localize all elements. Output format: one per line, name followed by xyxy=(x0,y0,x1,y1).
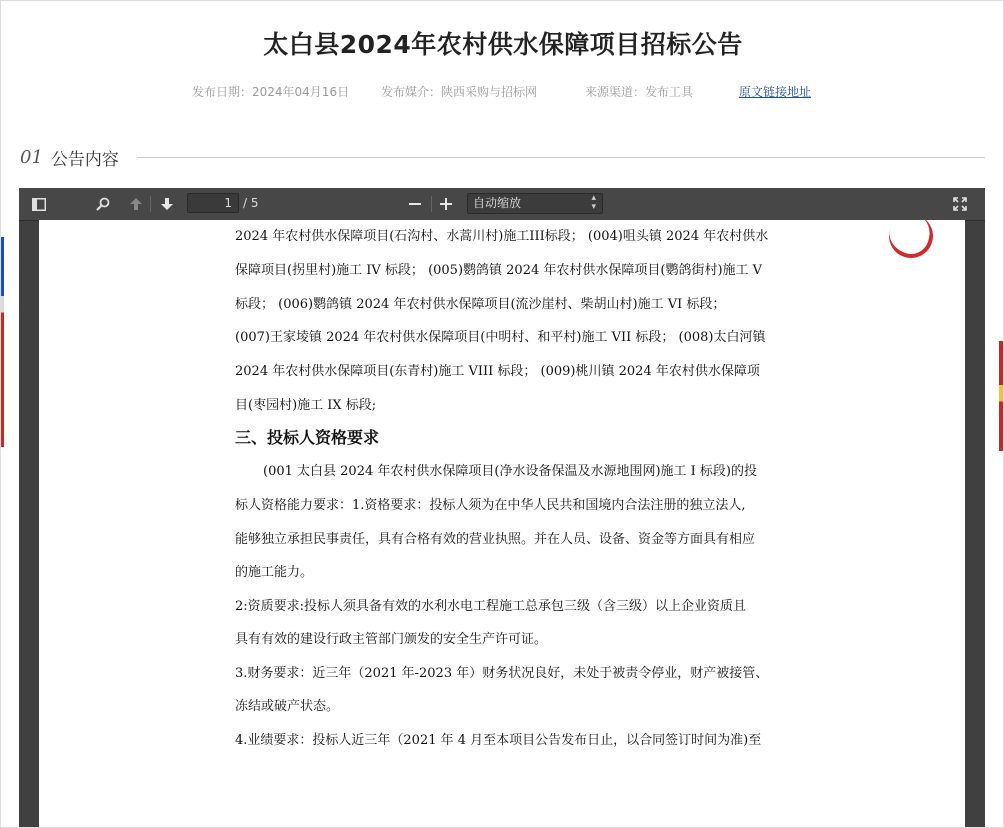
section-number: 01 xyxy=(20,146,43,168)
pdf-text-line: (001 太白县 2024 年农村供水保障项目(净水设备保温及水源地围网)施工 I 标段)的投 xyxy=(263,464,757,479)
pdf-text-line: 冻结或破产状态。 xyxy=(235,699,340,714)
select-arrows-icon: ▴ ▾ xyxy=(591,193,596,212)
section-divider xyxy=(137,157,985,158)
page-count: / 5 xyxy=(243,196,259,210)
minus-icon[interactable] xyxy=(404,193,426,215)
toolbar-separator xyxy=(150,196,151,212)
pdf-text-line: 保障项目(拐里村)施工 IV 标段； (005)鹦鸽镇 2024 年农村供水保障项目(鹦鸽街村)施工 V xyxy=(235,263,763,278)
left-edge-sliver xyxy=(1,237,4,447)
pdf-text-line: 2024 年农村供水保障项目(石沟村、水蒿川村)施工III标段； (004)咀头镇 2024 年农村供水 xyxy=(235,229,769,244)
zoom-label: 自动缩放 xyxy=(473,196,522,210)
page-number-input[interactable]: 1 xyxy=(187,193,239,213)
pdf-text-line: 4.业绩要求：投标人近三年（2021 年 4 月至本项目公告发布日止，以合同签订时间为准)至 xyxy=(235,733,762,748)
arrow-up-icon[interactable] xyxy=(125,193,147,215)
original-link[interactable]: 原文链接地址 xyxy=(739,85,812,99)
pdf-section-heading: 三、投标人资格要求 xyxy=(235,428,380,447)
toolbar-separator xyxy=(431,196,432,212)
section-header xyxy=(20,145,985,169)
pdf-text-line: 的施工能力。 xyxy=(235,565,314,580)
pdf-text-line: 2024 年农村供水保障项目(东青村)施工 VIII 标段； (009)桃川镇 2024 年农村供水保障项 xyxy=(235,364,760,379)
zoom-select[interactable] xyxy=(467,193,603,214)
pdf-text-line: 标人资格能力要求：1.资格要求：投标人须为在中华人民共和国境内合法注册的独立法人, xyxy=(235,498,746,513)
publish-date: 发布日期：2024年04月16日 xyxy=(192,85,350,99)
pdf-text-line: 具有有效的建设行政主管部门颁发的安全生产许可证。 xyxy=(235,632,548,647)
right-edge-sliver xyxy=(999,341,1003,451)
publish-media: 发布媒介：陕西采购与招标网 xyxy=(381,85,538,99)
pdf-text-line: 目(枣园村)施工 IX 标段; xyxy=(235,398,377,413)
pdf-text-line: 能够独立承担民事责任，具有合格有效的营业执照。并在人员、设备、资金等方面具有相应 xyxy=(235,532,756,547)
pdf-page xyxy=(39,220,965,828)
pdf-toolbar xyxy=(19,188,985,221)
plus-icon[interactable] xyxy=(435,193,457,215)
sidebar-toggle-icon[interactable] xyxy=(28,193,50,215)
section-label: 公告内容 xyxy=(50,149,119,170)
pdf-text-line: 3.财务要求：近三年（2021 年-2023 年）财务状况良好，未处于被责令停业，财产被接管、 xyxy=(235,666,769,681)
pdf-viewer xyxy=(19,188,985,828)
pdf-text-line: 2:资质要求:投标人须具备有效的水利水电工程施工总承包三级（含三级）以上企业资质且 xyxy=(235,599,747,614)
arrow-down-icon[interactable] xyxy=(156,193,178,215)
pdf-text-line: 标段； (006)鹦鸽镇 2024 年农村供水保障项目(流沙崖村、柴胡山村)施工 VI 标段； xyxy=(235,297,726,312)
red-seal-stamp xyxy=(883,220,939,264)
pdf-text-line: (007)王家堎镇 2024 年农村供水保障项目(中明村、和平村)施工 VII 标段； (008)太白河镇 xyxy=(235,330,766,345)
page-title: 太白县2024年农村供水保障项目招标公告 xyxy=(263,30,743,59)
fullscreen-icon[interactable] xyxy=(949,193,971,215)
search-icon[interactable] xyxy=(92,193,114,215)
source-channel: 来源渠道：发布工具 xyxy=(585,85,694,99)
